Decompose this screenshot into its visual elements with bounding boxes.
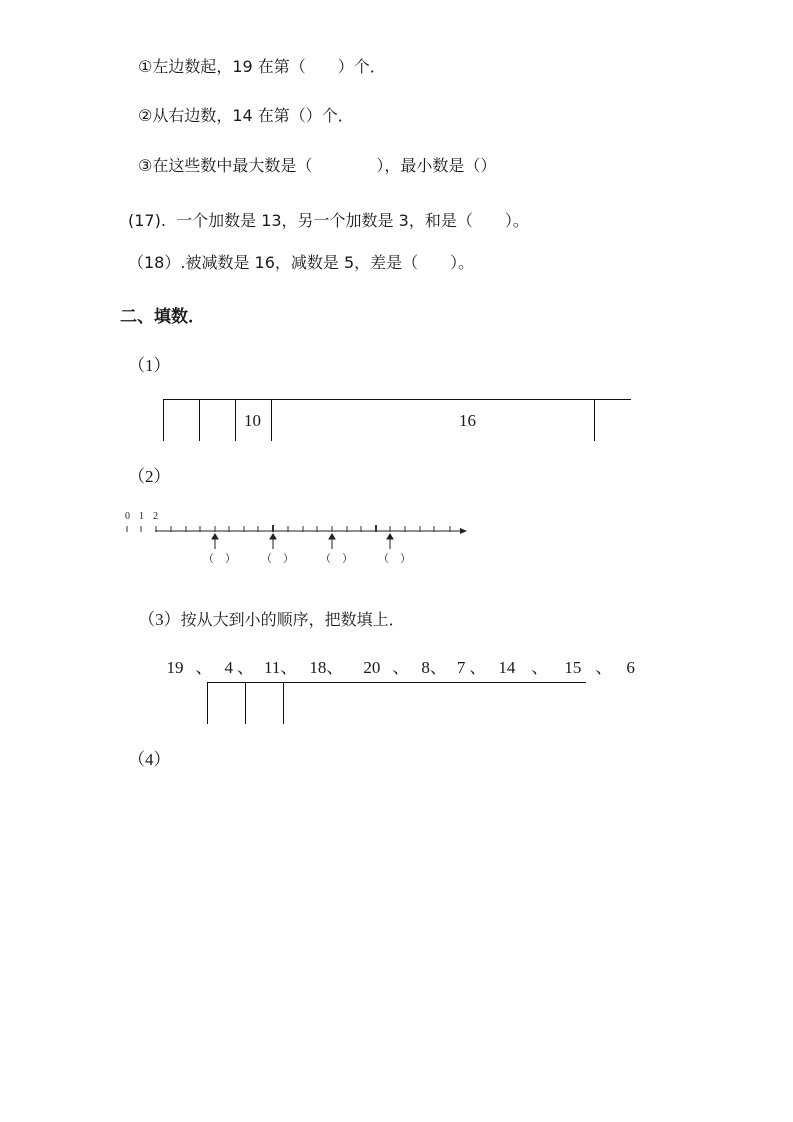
seq-number: 8 [421, 658, 430, 677]
seq-number: 20 [363, 658, 381, 677]
seq-separator: 、 [429, 658, 447, 677]
part3-instruction: 按从大到小的顺序，把数填上． [180, 610, 405, 629]
question-sub3: ③在这些数中最大数是（ ），最小数是（） [138, 156, 497, 175]
grid-top-border [163, 399, 631, 400]
blank: （ ） [378, 553, 411, 565]
seq-number: 6 [626, 658, 635, 677]
pointer-arrows [212, 534, 393, 549]
grid-top-border [207, 682, 586, 683]
section-title: 二、填数． [120, 307, 205, 327]
start-label: 0 [125, 511, 130, 522]
blank: （ ） [320, 553, 353, 565]
seq-number: 11 [264, 658, 281, 677]
seq-number: 15 [564, 658, 582, 677]
grid-divider [163, 399, 164, 441]
part3-header [128, 590, 405, 630]
seq-number: 19 [166, 658, 184, 677]
seq-number: 14 [498, 658, 516, 677]
seq-number: 18 [309, 658, 327, 677]
part4-label: （4） [128, 750, 171, 769]
arrow-head-icon [460, 528, 467, 534]
start-label: 1 [139, 511, 144, 522]
grid-divider [245, 682, 246, 724]
question-18: （18）.被减数是 16，减数是 5，差是（ ）。 [128, 253, 475, 272]
blank: （ ） [261, 553, 294, 565]
part3-label: （3） [138, 610, 181, 629]
grid-divider [594, 399, 595, 441]
grid-divider [235, 399, 236, 441]
seq-separator: 、 [469, 658, 487, 677]
part1-label: （1） [128, 356, 171, 375]
blank: （ ） [203, 553, 236, 565]
seq-separator: 、 [195, 658, 213, 677]
seq-number: 4 [224, 658, 233, 677]
seq-separator: 、 [595, 658, 613, 677]
seq-separator: 、 [392, 658, 410, 677]
question-17: (17). 一个加数是 13，另一个加数是 3，和是（ ）。 [128, 211, 529, 230]
question-sub2: ②从右边数，14 在第（）个． [138, 106, 354, 125]
seq-separator: 、 [280, 658, 298, 677]
start-label: 2 [153, 511, 158, 522]
grid-divider [283, 682, 284, 724]
grid-divider [207, 682, 208, 724]
cell-value: 16 [459, 411, 476, 430]
question-sub1: ①左边数起，19 在第（ ）个． [138, 57, 386, 76]
number-line [120, 505, 480, 570]
cell-value: 10 [244, 411, 261, 430]
seq-separator: 、 [237, 658, 254, 677]
number-sequence [158, 638, 635, 678]
seq-separator: 、 [531, 658, 549, 677]
grid-divider [271, 399, 272, 441]
seq-separator: 、 [326, 658, 344, 677]
grid-divider [199, 399, 200, 441]
seq-number: 7 [456, 658, 466, 677]
part2-label: （2） [128, 467, 171, 486]
